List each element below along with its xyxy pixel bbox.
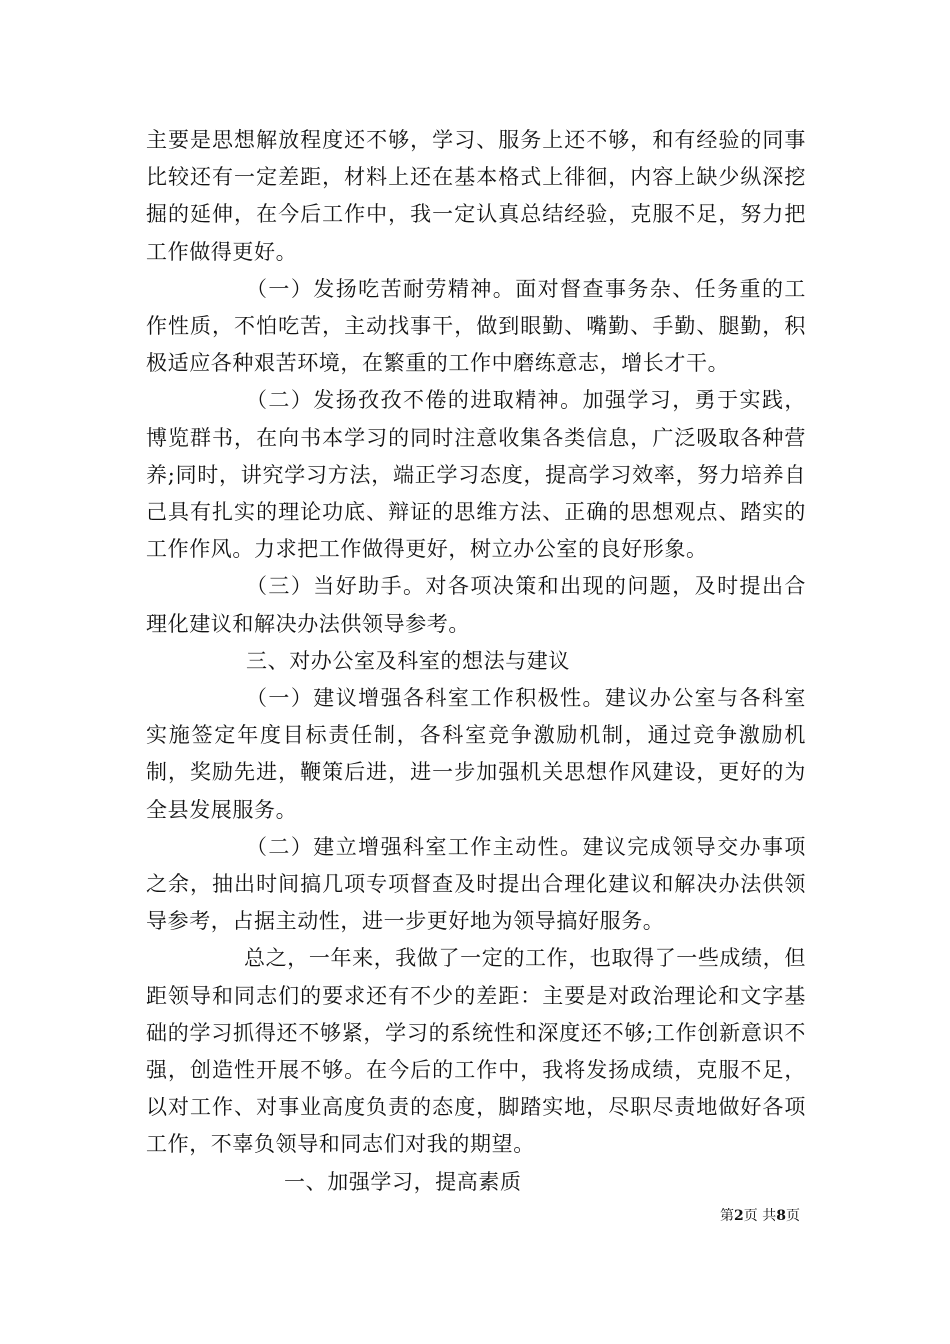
section-heading-3: 三、对办公室及科室的想法与建议	[246, 648, 570, 673]
paragraph-summary: 总之，一年来，我做了一定的工作，也取得了一些成绩，但距领导和同志们的要求还有不少的差距：主要是对政治理论和文字基础的学习抓得还不够紧，学习的系统性和深度还不够;工作创新意识不强，创造性开展不够。在今后的工作中，我将发扬成绩，克服不足，以对工作、对事业高度负责的态度，脚踏实地，尽职尽责地做好各项工作，不辜负领导和同志们对我的期望。	[146, 946, 806, 1157]
footer-suffix: 页	[785, 1208, 800, 1224]
paragraph-item-3: （三）当好助手。对各项决策和出现的问题，及时提出合理化建议和解决办法供领导参考。	[146, 574, 806, 636]
page-number-footer	[720, 1205, 800, 1225]
paragraph-suggestion-1: （一）建议增强各科室工作积极性。建议办公室与各科室实施签定年度目标责任制，各科室竞争激励机制，通过竞争激励机制，奖励先进，鞭策后进，进一步加强机关思想作风建设，更好的为全县发展服务。	[146, 686, 806, 822]
paragraph-continuation: 主要是思想解放程度还不够，学习、服务上还不够，和有经验的同事比较还有一定差距，材料上还在基本格式上徘徊，内容上缺少纵深挖掘的延伸，在今后工作中，我一定认真总结经验，克服不足，努力把工作做得更好。	[146, 128, 806, 264]
current-page-number: 2	[734, 1208, 744, 1224]
document-body	[146, 122, 806, 1201]
paragraph-suggestion-2: （二）建立增强科室工作主动性。建议完成领导交办事项之余，抽出时间搞几项专项督查及时提出合理化建议和解决办法供领导参考，占据主动性，进一步更好地为领导搞好服务。	[146, 834, 806, 934]
total-page-number: 8	[776, 1208, 786, 1224]
paragraph-item-1: （一）发扬吃苦耐劳精神。面对督查事务杂、任务重的工作性质，不怕吃苦，主动找事干，做到眼勤、嘴勤、手勤、腿勤，积极适应各种艰苦环境，在繁重的工作中磨练意志，增长才干。	[146, 276, 806, 376]
footer-prefix: 第	[720, 1208, 734, 1224]
section-heading-1: 一、加强学习，提高素质	[284, 1169, 522, 1194]
footer-middle: 页 共	[743, 1208, 777, 1224]
paragraph-item-2: （二）发扬孜孜不倦的进取精神。加强学习，勇于实践，博览群书，在向书本学习的同时注意收集各类信息，广泛吸取各种营养;同时，讲究学习方法，端正学习态度，提高学习效率，努力培养自己具有扎实的理论功底、辩证的思维方法、正确的思想观点、踏实的工作作风。力求把工作做得更好，树立办公室的良好形象。	[146, 388, 806, 562]
